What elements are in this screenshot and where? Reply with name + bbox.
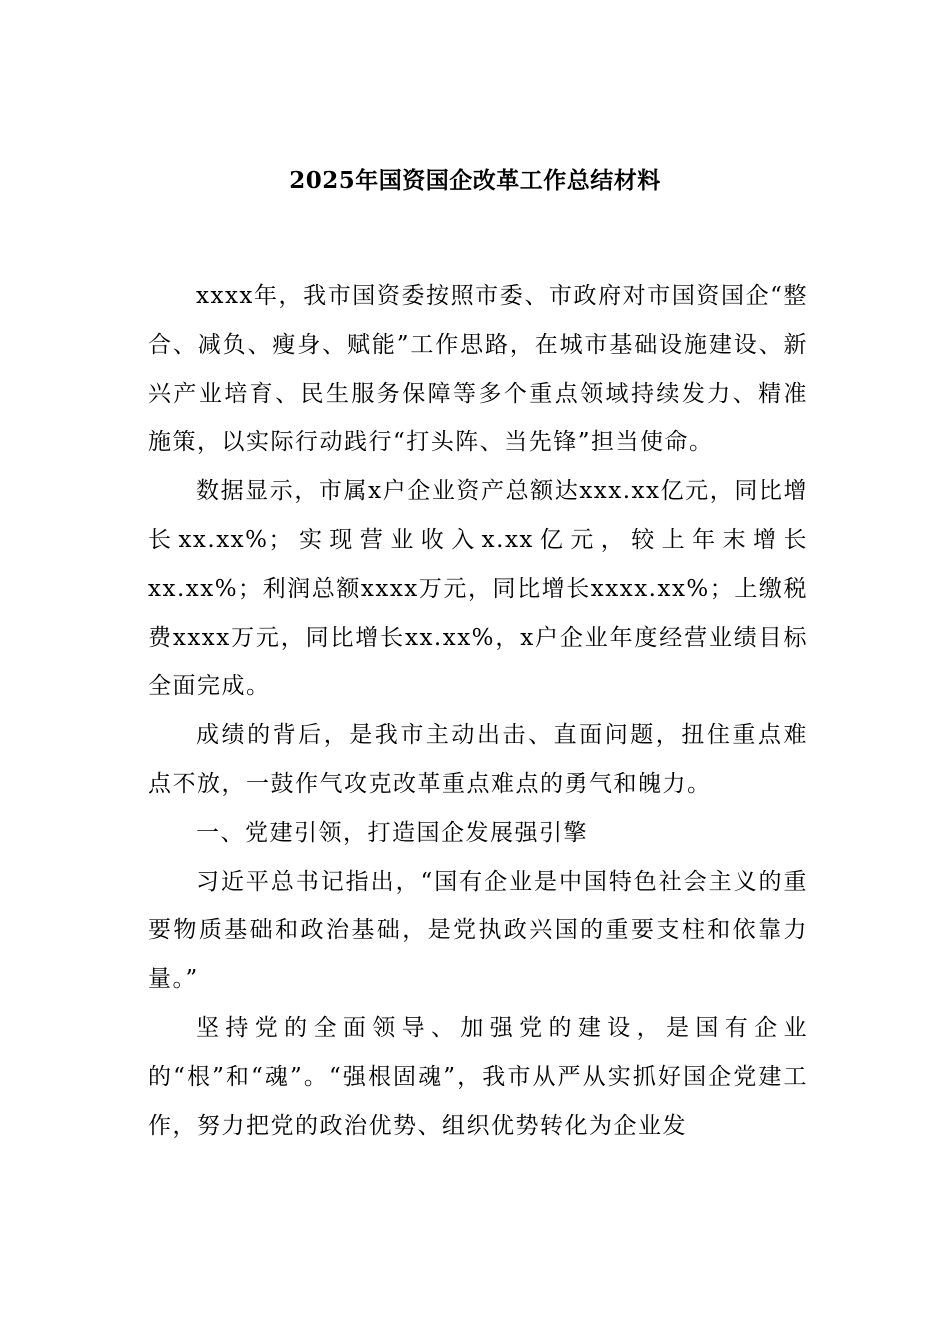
paragraph-data: 数据显示，市属x户企业资产总额达xxx.xx亿元，同比增长xx.xx%；实现营业收入x.xx亿元，较上年末增长xx.xx%；利润总额xxxx万元，同比增长xxxx.xx%；上缴税费xxxx万元，同比增长xx.xx%，x户企业年度经营业绩目标全面完成。 — [148, 478, 808, 700]
section-heading-1: 一、党建引领，打造国企发展强引擎 — [196, 819, 588, 846]
paragraph-intro: xxxx年，我市国资委按照市委、市政府对市国资国企“整合、减负、瘦身、赋能”工作思路，在城市基础设施建设、新兴产业培育、民生服务保障等多个重点领域持续发力、精准施策，以实际行动践行“打头阵、当先锋”担当使命。 — [148, 283, 808, 456]
document-title: 2025年国资国企改革工作总结材料 — [289, 167, 661, 194]
paragraph-party-building: 坚持党的全面领导、加强党的建设，是国有企业的“根”和“魂”。“强根固魂”，我市从严从实抓好国企党建工作，努力把党的政治优势、组织优势转化为企业发 — [148, 1014, 808, 1139]
document-body — [148, 272, 808, 1150]
paragraph-quote: 习近平总书记指出，“国有企业是中国特色社会主义的重要物质基础和政治基础，是党执政兴国的重要支柱和依靠力量。” — [148, 868, 808, 993]
paragraph-achievement: 成绩的背后，是我市主动出击、直面问题，扭住重点难点不放，一鼓作气攻克改革重点难点的勇气和魄力。 — [148, 722, 808, 797]
